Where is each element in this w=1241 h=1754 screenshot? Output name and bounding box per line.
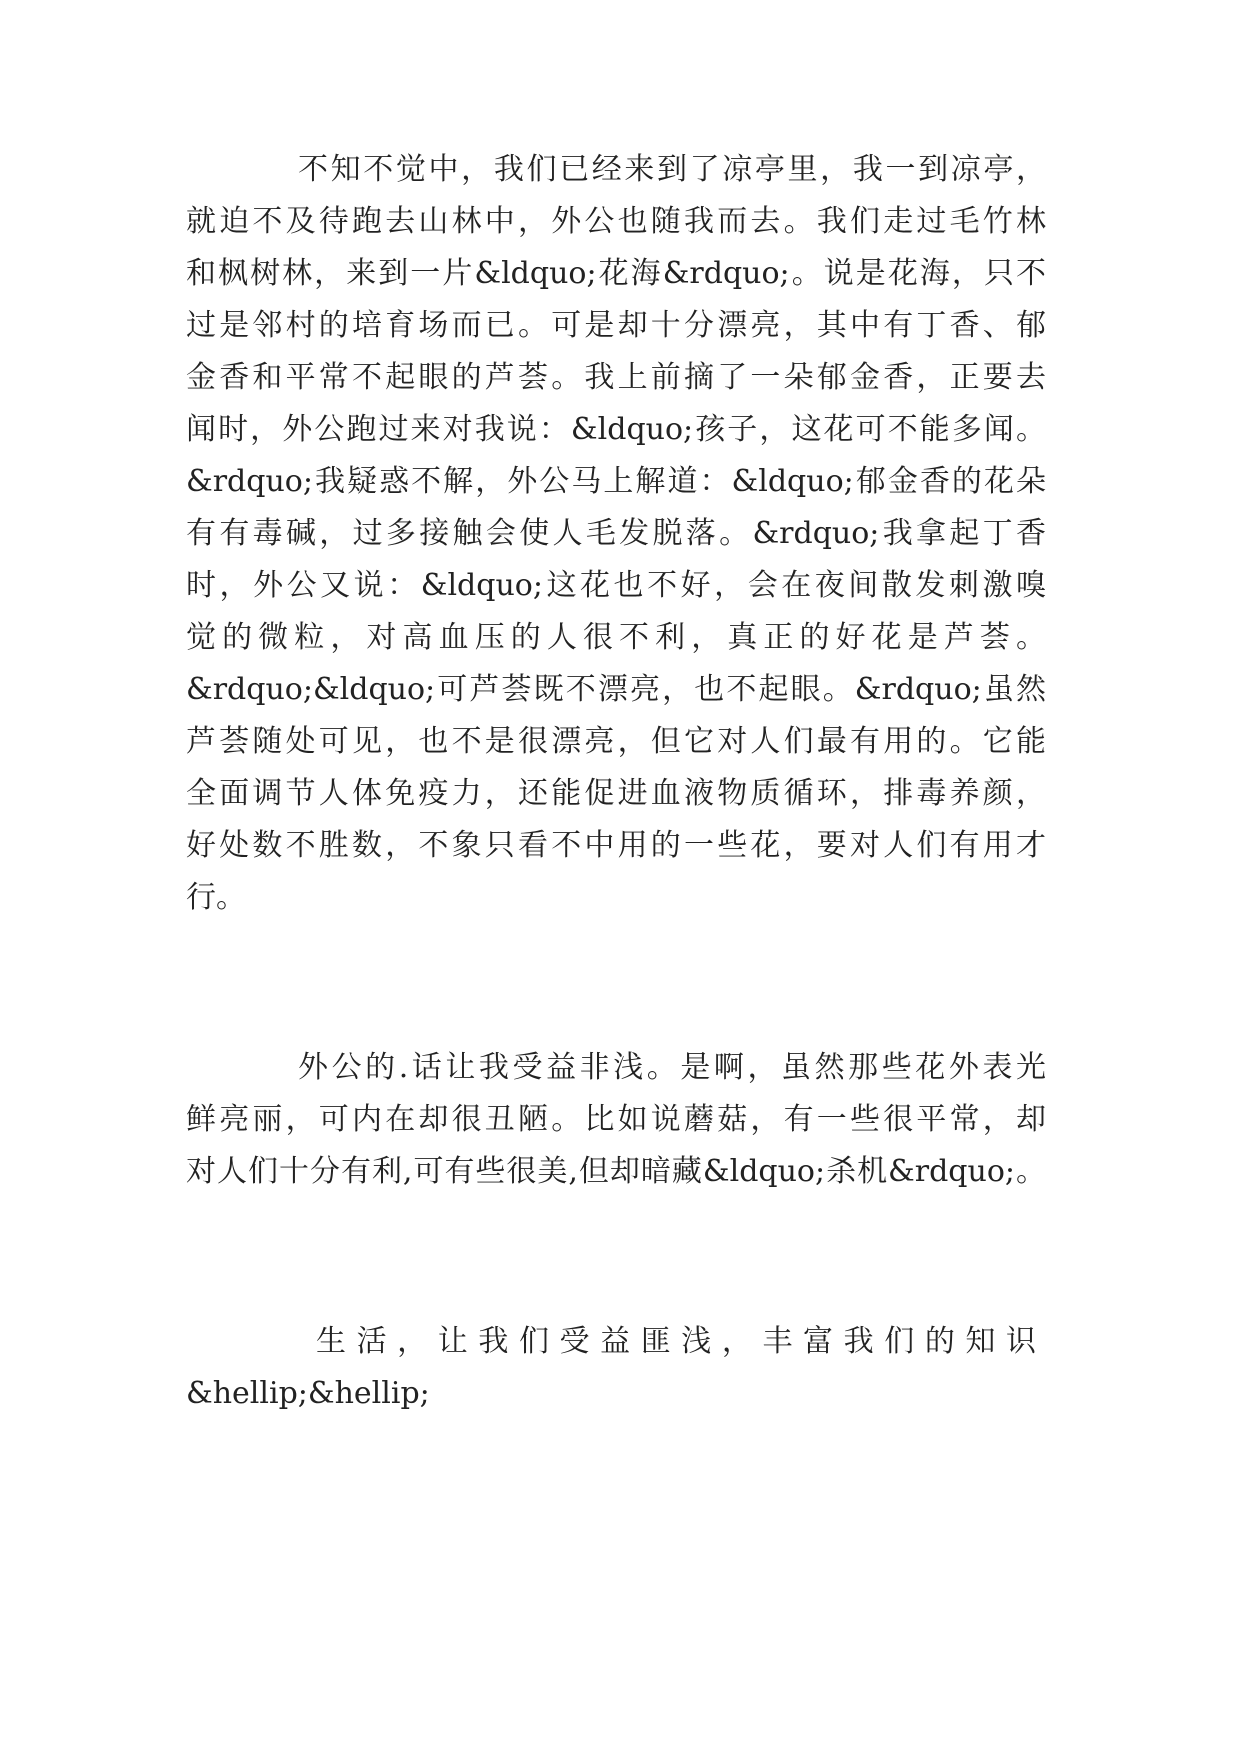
paragraph-1-line-9: 时，外公又说：&ldquo;这花也不好，会在夜间散发刺激嗅 (186, 568, 1046, 603)
paragraph-2-line-1: 外公的.话让我受益非浅。是啊，虽然那些花外表光 (298, 1050, 1046, 1085)
paragraph-1-line-12: 芦荟随处可见，也不是很漂亮，但它对人们最有用的。它能 (186, 724, 1046, 759)
paragraph-1-line-5: 金香和平常不起眼的芦荟。我上前摘了一朵郁金香，正要去 (186, 360, 1046, 395)
paragraph-1-line-6: 闻时，外公跑过来对我说：&ldquo;孩子，这花可不能多闻。 (186, 412, 1046, 447)
paragraph-3-line-2: &hellip;&hellip; (186, 1376, 430, 1411)
paragraph-3-line-1: 生活，让我们受益匪浅，丰富我们的知识 (316, 1324, 1046, 1359)
paragraph-1-line-1: 不知不觉中，我们已经来到了凉亭里，我一到凉亭， (298, 152, 1046, 187)
paragraph-1-line-15: 行。 (186, 880, 246, 915)
paragraph-1-line-2: 就迫不及待跑去山林中，外公也随我而去。我们走过毛竹林 (186, 204, 1046, 239)
paragraph-1-line-8: 有有毒碱，过多接触会使人毛发脱落。&rdquo;我拿起丁香 (186, 516, 1046, 551)
paragraph-1-line-11: &rdquo;&ldquo;可芦荟既不漂亮，也不起眼。&rdquo;虽然 (186, 672, 1046, 707)
paragraph-1-line-13: 全面调节人体免疫力，还能促进血液物质循环，排毒养颜， (186, 776, 1046, 811)
paragraph-1-line-3: 和枫树林，来到一片&ldquo;花海&rdquo;。说是花海，只不 (186, 256, 1046, 291)
paragraph-1-line-7: &rdquo;我疑惑不解，外公马上解道：&ldquo;郁金香的花朵 (186, 464, 1046, 499)
paragraph-2-line-2: 鲜亮丽，可内在却很丑陋。比如说蘑菇，有一些很平常，却 (186, 1102, 1046, 1137)
paragraph-1-line-10: 觉的微粒，对高血压的人很不利，真正的好花是芦荟。 (186, 620, 1046, 655)
paragraph-2-line-3: 对人们十分有利,可有些很美,但却暗藏&ldquo;杀机&rdquo;。 (186, 1154, 1046, 1189)
paragraph-1-line-14: 好处数不胜数，不象只看不中用的一些花，要对人们有用才 (186, 828, 1046, 863)
paragraph-1-line-4: 过是邻村的培育场而已。可是却十分漂亮，其中有丁香、郁 (186, 308, 1046, 343)
